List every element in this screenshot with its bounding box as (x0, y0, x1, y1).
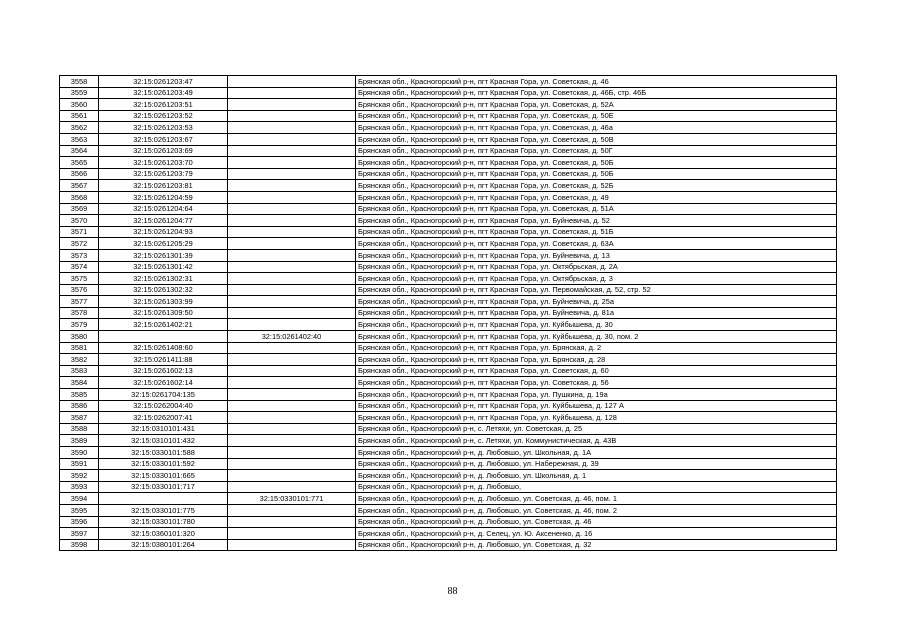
row-number-cell: 3584 (60, 377, 99, 389)
row-number-cell: 3586 (60, 400, 99, 412)
parent-cadastral-number-cell (228, 203, 356, 215)
row-number-cell: 3576 (60, 284, 99, 296)
address-cell: Брянская обл., Красногорский р-н, д. Любовшо, ул. Советская, д. 46 (356, 516, 837, 528)
table-row (60, 365, 837, 377)
table-row (60, 122, 837, 134)
registry-table-body (60, 76, 837, 551)
cadastral-number-cell: 32:15:0261203:69 (99, 145, 228, 157)
address-cell: Брянская обл., Красногорский р-н, пгт Красная Гора, ул. Советская, д. 46Б, стр. 46Б (356, 87, 837, 99)
row-number-cell: 3588 (60, 423, 99, 435)
address-cell: Брянская обл., Красногорский р-н, пгт Красная Гора, ул. Советская, д. 46а (356, 122, 837, 134)
table-row (60, 481, 837, 493)
parent-cadastral-number-cell (228, 447, 356, 459)
parent-cadastral-number-cell (228, 133, 356, 145)
address-cell: Брянская обл., Красногорский р-н, д. Любовшо, ул. Набережная, д. 39 (356, 458, 837, 470)
table-row (60, 423, 837, 435)
row-number-cell: 3582 (60, 354, 99, 366)
table-row (60, 400, 837, 412)
row-number-cell: 3566 (60, 168, 99, 180)
address-cell: Брянская обл., Красногорский р-н, пгт Красная Гора, ул. Советская, д. 63А (356, 238, 837, 250)
address-cell: Брянская обл., Красногорский р-н, д. Любовшо, ул. Школьная, д. 1 (356, 470, 837, 482)
address-cell: Брянская обл., Красногорский р-н, пгт Красная Гора, ул. Советская, д. 52Б (356, 180, 837, 192)
parent-cadastral-number-cell (228, 481, 356, 493)
table-row (60, 133, 837, 145)
parent-cadastral-number-cell (228, 122, 356, 134)
cadastral-number-cell: 32:15:0261309:50 (99, 307, 228, 319)
cadastral-number-cell: 32:15:0380101:264 (99, 539, 228, 551)
table-row (60, 412, 837, 424)
address-cell: Брянская обл., Красногорский р-н, пгт Красная Гора, ул. Пушкина, д. 19а (356, 389, 837, 401)
parent-cadastral-number-cell (228, 238, 356, 250)
table-row (60, 273, 837, 285)
table-row (60, 435, 837, 447)
registry-table (59, 75, 837, 551)
table-row (60, 110, 837, 122)
row-number-cell: 3574 (60, 261, 99, 273)
address-cell: Брянская обл., Красногорский р-н, д. Селец, ул. Ю. Аксененко, д. 16 (356, 528, 837, 540)
parent-cadastral-number-cell (228, 389, 356, 401)
address-cell: Брянская обл., Красногорский р-н, пгт Красная Гора, ул. Советская, д. 51Б (356, 226, 837, 238)
parent-cadastral-number-cell (228, 261, 356, 273)
row-number-cell: 3590 (60, 447, 99, 459)
address-cell: Брянская обл., Красногорский р-н, пгт Красная Гора, ул. Первомайская, д. 52, стр. 52 (356, 284, 837, 296)
cadastral-number-cell: 32:15:0261203:70 (99, 157, 228, 169)
address-cell: Брянская обл., Красногорский р-н, пгт Красная Гора, ул. Куйбышева, д. 128 (356, 412, 837, 424)
row-number-cell: 3568 (60, 191, 99, 203)
address-cell: Брянская обл., Красногорский р-н, пгт Красная Гора, ул. Буйневича, д. 25а (356, 296, 837, 308)
address-cell: Брянская обл., Красногорский р-н, пгт Красная Гора, ул. Брянская, д. 2 (356, 342, 837, 354)
row-number-cell: 3563 (60, 133, 99, 145)
row-number-cell: 3596 (60, 516, 99, 528)
row-number-cell: 3587 (60, 412, 99, 424)
address-cell: Брянская обл., Красногорский р-н, пгт Красная Гора, ул. Буйневича, д. 52 (356, 215, 837, 227)
row-number-cell: 3581 (60, 342, 99, 354)
parent-cadastral-number-cell (228, 180, 356, 192)
table-row (60, 493, 837, 505)
row-number-cell: 3578 (60, 307, 99, 319)
parent-cadastral-number-cell (228, 191, 356, 203)
cadastral-number-cell: 32:15:0330101:717 (99, 481, 228, 493)
parent-cadastral-number-cell (228, 319, 356, 331)
cadastral-number-cell: 32:15:0261602:14 (99, 377, 228, 389)
cadastral-number-cell: 32:15:0261602:13 (99, 365, 228, 377)
table-row (60, 539, 837, 551)
table-row (60, 238, 837, 250)
row-number-cell: 3565 (60, 157, 99, 169)
row-number-cell: 3564 (60, 145, 99, 157)
table-row (60, 145, 837, 157)
cadastral-number-cell: 32:15:0261205:29 (99, 238, 228, 250)
address-cell: Брянская обл., Красногорский р-н, пгт Красная Гора, ул. Брянская, д. 28 (356, 354, 837, 366)
parent-cadastral-number-cell (228, 504, 356, 516)
address-cell: Брянская обл., Красногорский р-н, пгт Красная Гора, ул. Буйневича, д. 81а (356, 307, 837, 319)
cadastral-number-cell: 32:15:0261204:93 (99, 226, 228, 238)
cadastral-number-cell: 32:15:0261302:31 (99, 273, 228, 285)
page-number: 88 (447, 586, 458, 597)
cadastral-number-cell: 32:15:0261402:21 (99, 319, 228, 331)
cadastral-number-cell: 32:15:0261204:77 (99, 215, 228, 227)
parent-cadastral-number-cell (228, 226, 356, 238)
cadastral-number-cell: 32:15:0330101:780 (99, 516, 228, 528)
table-row (60, 528, 837, 540)
table-row (60, 180, 837, 192)
row-number-cell: 3571 (60, 226, 99, 238)
parent-cadastral-number-cell (228, 435, 356, 447)
cadastral-number-cell: 32:15:0330101:665 (99, 470, 228, 482)
parent-cadastral-number-cell (228, 87, 356, 99)
row-number-cell: 3594 (60, 493, 99, 505)
address-cell: Брянская обл., Красногорский р-н, с. Летяхи, ул. Советская, д. 25 (356, 423, 837, 435)
cadastral-number-cell: 32:15:0261302:32 (99, 284, 228, 296)
address-cell: Брянская обл., Красногорский р-н, пгт Красная Гора, ул. Советская, д. 51А (356, 203, 837, 215)
parent-cadastral-number-cell (228, 249, 356, 261)
address-cell: Брянская обл., Красногорский р-н, пгт Красная Гора, ул. Советская, д. 49 (356, 191, 837, 203)
address-cell: Брянская обл., Красногорский р-н, д. Любовшо, ул. Советская, д. 46, пом. 2 (356, 504, 837, 516)
table-row (60, 261, 837, 273)
cadastral-number-cell: 32:15:0310101:432 (99, 435, 228, 447)
cadastral-number-cell (99, 493, 228, 505)
row-number-cell: 3583 (60, 365, 99, 377)
parent-cadastral-number-cell: 32:15:0261402:40 (228, 331, 356, 343)
address-cell: Брянская обл., Красногорский р-н, пгт Красная Гора, ул. Октябрьская, д. 2А (356, 261, 837, 273)
address-cell: Брянская обл., Красногорский р-н, пгт Красная Гора, ул. Советская, д. 50Б (356, 168, 837, 180)
address-cell: Брянская обл., Красногорский р-н, пгт Красная Гора, ул. Советская, д. 52А (356, 99, 837, 111)
cadastral-number-cell: 32:15:0262004:40 (99, 400, 228, 412)
table-row (60, 342, 837, 354)
cadastral-number-cell: 32:15:0261204:59 (99, 191, 228, 203)
row-number-cell: 3597 (60, 528, 99, 540)
table-row (60, 504, 837, 516)
table-row (60, 157, 837, 169)
address-cell: Брянская обл., Красногорский р-н, пгт Красная Гора, ул. Куйбышева, д. 127 А (356, 400, 837, 412)
cadastral-number-cell: 32:15:0261203:49 (99, 87, 228, 99)
cadastral-number-cell: 32:15:0261301:42 (99, 261, 228, 273)
row-number-cell: 3595 (60, 504, 99, 516)
row-number-cell: 3570 (60, 215, 99, 227)
table-row (60, 447, 837, 459)
cadastral-number-cell: 32:15:0261203:47 (99, 76, 228, 88)
parent-cadastral-number-cell (228, 365, 356, 377)
cadastral-number-cell: 32:15:0261203:53 (99, 122, 228, 134)
table-row (60, 458, 837, 470)
cadastral-number-cell: 32:15:0360101:320 (99, 528, 228, 540)
cadastral-number-cell: 32:15:0261411:88 (99, 354, 228, 366)
table-row (60, 284, 837, 296)
address-cell: Брянская обл., Красногорский р-н, д. Любовшо, ул. Школьная, д. 1А (356, 447, 837, 459)
parent-cadastral-number-cell (228, 145, 356, 157)
cadastral-number-cell: 32:15:0261203:81 (99, 180, 228, 192)
cadastral-number-cell (99, 331, 228, 343)
parent-cadastral-number-cell (228, 157, 356, 169)
address-cell: Брянская обл., Красногорский р-н, пгт Красная Гора, ул. Буйневича, д. 13 (356, 249, 837, 261)
table-row (60, 307, 837, 319)
parent-cadastral-number-cell (228, 76, 356, 88)
table-row (60, 99, 837, 111)
row-number-cell: 3572 (60, 238, 99, 250)
parent-cadastral-number-cell (228, 412, 356, 424)
parent-cadastral-number-cell (228, 342, 356, 354)
row-number-cell: 3567 (60, 180, 99, 192)
parent-cadastral-number-cell (228, 168, 356, 180)
address-cell: Брянская обл., Красногорский р-н, пгт Красная Гора, ул. Советская, д. 56 (356, 377, 837, 389)
table-row (60, 296, 837, 308)
parent-cadastral-number-cell (228, 296, 356, 308)
parent-cadastral-number-cell (228, 516, 356, 528)
parent-cadastral-number-cell (228, 307, 356, 319)
row-number-cell: 3559 (60, 87, 99, 99)
parent-cadastral-number-cell (228, 273, 356, 285)
address-cell: Брянская обл., Красногорский р-н, пгт Красная Гора, ул. Октябрьская, д. 3 (356, 273, 837, 285)
address-cell: Брянская обл., Красногорский р-н, пгт Красная Гора, ул. Советская, д. 60 (356, 365, 837, 377)
table-row (60, 249, 837, 261)
cadastral-number-cell: 32:15:0261303:99 (99, 296, 228, 308)
row-number-cell: 3589 (60, 435, 99, 447)
table-row (60, 168, 837, 180)
row-number-cell: 3592 (60, 470, 99, 482)
row-number-cell: 3591 (60, 458, 99, 470)
parent-cadastral-number-cell (228, 99, 356, 111)
cadastral-number-cell: 32:15:0262007:41 (99, 412, 228, 424)
table-row (60, 191, 837, 203)
cadastral-number-cell: 32:15:0330101:775 (99, 504, 228, 516)
table-row (60, 470, 837, 482)
row-number-cell: 3585 (60, 389, 99, 401)
address-cell: Брянская обл., Красногорский р-н, с. Летяхи, ул. Коммунистическая, д. 43В (356, 435, 837, 447)
table-row (60, 87, 837, 99)
cadastral-number-cell: 32:15:0261203:51 (99, 99, 228, 111)
row-number-cell: 3580 (60, 331, 99, 343)
cadastral-number-cell: 32:15:0261704:135 (99, 389, 228, 401)
parent-cadastral-number-cell: 32:15:0330101:771 (228, 493, 356, 505)
cadastral-number-cell: 32:15:0261203:52 (99, 110, 228, 122)
row-number-cell: 3569 (60, 203, 99, 215)
parent-cadastral-number-cell (228, 215, 356, 227)
parent-cadastral-number-cell (228, 539, 356, 551)
address-cell: Брянская обл., Красногорский р-н, д. Любовшо, (356, 481, 837, 493)
cadastral-number-cell: 32:15:0310101:431 (99, 423, 228, 435)
cadastral-number-cell: 32:15:0261203:67 (99, 133, 228, 145)
table-row (60, 203, 837, 215)
row-number-cell: 3573 (60, 249, 99, 261)
cadastral-number-cell: 32:15:0261408:60 (99, 342, 228, 354)
table-row (60, 319, 837, 331)
cadastral-number-cell: 32:15:0261301:39 (99, 249, 228, 261)
cadastral-number-cell: 32:15:0261204:64 (99, 203, 228, 215)
address-cell: Брянская обл., Красногорский р-н, пгт Красная Гора, ул. Советская, д. 50Е (356, 110, 837, 122)
address-cell: Брянская обл., Красногорский р-н, пгт Красная Гора, ул. Советская, д. 50Г (356, 145, 837, 157)
parent-cadastral-number-cell (228, 354, 356, 366)
row-number-cell: 3579 (60, 319, 99, 331)
address-cell: Брянская обл., Красногорский р-н, пгт Красная Гора, ул. Советская, д. 50В (356, 133, 837, 145)
table-row (60, 226, 837, 238)
address-cell: Брянская обл., Красногорский р-н, д. Любовшо, ул. Советская, д. 32 (356, 539, 837, 551)
table-row (60, 331, 837, 343)
row-number-cell: 3561 (60, 110, 99, 122)
address-cell: Брянская обл., Красногорский р-н, д. Любовшо, ул. Советская, д. 46, пом. 1 (356, 493, 837, 505)
table-row (60, 215, 837, 227)
parent-cadastral-number-cell (228, 284, 356, 296)
cadastral-number-cell: 32:15:0261203:79 (99, 168, 228, 180)
parent-cadastral-number-cell (228, 377, 356, 389)
row-number-cell: 3560 (60, 99, 99, 111)
address-cell: Брянская обл., Красногорский р-н, пгт Красная Гора, ул. Советская, д. 50Б (356, 157, 837, 169)
table-row (60, 354, 837, 366)
row-number-cell: 3577 (60, 296, 99, 308)
parent-cadastral-number-cell (228, 470, 356, 482)
table-row (60, 76, 837, 88)
row-number-cell: 3593 (60, 481, 99, 493)
address-cell: Брянская обл., Красногорский р-н, пгт Красная Гора, ул. Куйбышева, д. 30, пом. 2 (356, 331, 837, 343)
row-number-cell: 3575 (60, 273, 99, 285)
cadastral-number-cell: 32:15:0330101:592 (99, 458, 228, 470)
parent-cadastral-number-cell (228, 528, 356, 540)
row-number-cell: 3558 (60, 76, 99, 88)
row-number-cell: 3562 (60, 122, 99, 134)
parent-cadastral-number-cell (228, 423, 356, 435)
row-number-cell: 3598 (60, 539, 99, 551)
parent-cadastral-number-cell (228, 458, 356, 470)
table-row (60, 389, 837, 401)
parent-cadastral-number-cell (228, 110, 356, 122)
table-row (60, 377, 837, 389)
table-row (60, 516, 837, 528)
address-cell: Брянская обл., Красногорский р-н, пгт Красная Гора, ул. Куйбышева, д. 30 (356, 319, 837, 331)
cadastral-number-cell: 32:15:0330101:588 (99, 447, 228, 459)
parent-cadastral-number-cell (228, 400, 356, 412)
address-cell: Брянская обл., Красногорский р-н, пгт Красная Гора, ул. Советская, д. 46 (356, 76, 837, 88)
